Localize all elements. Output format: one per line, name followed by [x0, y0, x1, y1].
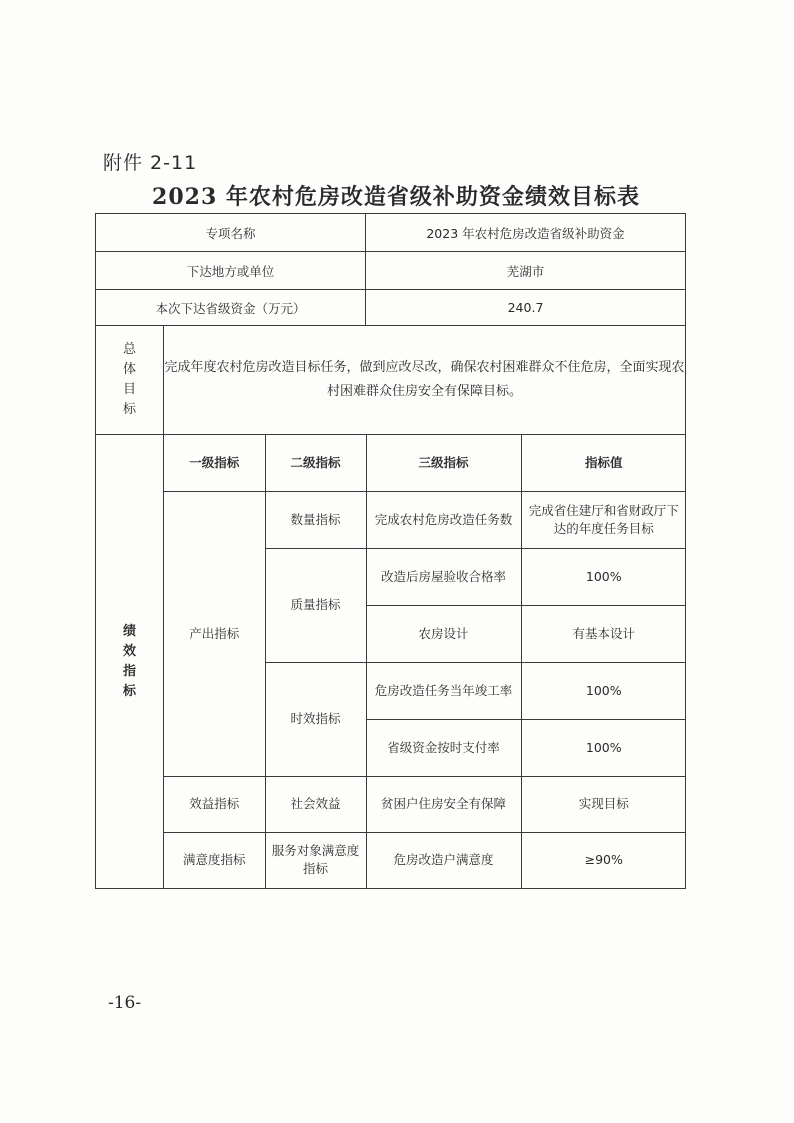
social-item: 贫困户住房安全有保障 — [366, 776, 521, 832]
performance-row — [96, 435, 686, 889]
project-name-label: 专项名称 — [96, 214, 366, 252]
timeliness-indicator-label: 时效指标 — [265, 662, 366, 776]
project-name-value: 2023 年农村危房改造省级补助资金 — [366, 214, 686, 252]
satisfaction-value: ≥90% — [521, 832, 686, 888]
performance-label-char: 标 — [122, 683, 136, 699]
page-title: 2023 年农村危房改造省级补助资金绩效目标表 — [152, 184, 640, 210]
overall-goal-label-char: 标 — [122, 402, 136, 417]
quality-item: 农房设计 — [366, 605, 521, 662]
performance-label-char: 指 — [122, 663, 136, 679]
benefit-indicator-label: 效益指标 — [164, 776, 265, 832]
overall-goal-text: 完成年度农村危房改造目标任务，做到应改尽改，确保农村困难群众不住危房，全面实现农村困难群众住房安全有保障目标。 — [164, 326, 686, 435]
service-satisfaction-label: 服务对象满意度指标 — [265, 832, 366, 888]
performance-label-char: 效 — [122, 643, 136, 659]
timeliness-item: 危房改造任务当年竣工率 — [366, 662, 521, 719]
quality-item: 改造后房屋验收合格率 — [366, 548, 521, 605]
quality-indicator-label: 质量指标 — [265, 548, 366, 662]
performance-label — [96, 435, 164, 889]
header-level2: 二级指标 — [265, 435, 366, 491]
overall-goal-label — [96, 326, 164, 435]
table-row — [164, 491, 686, 548]
funds-row — [96, 290, 686, 326]
funds-value: 240.7 — [366, 290, 686, 326]
table-row — [164, 832, 686, 888]
region-label: 下达地方或单位 — [96, 252, 366, 290]
quantity-value: 完成省住建厅和省财政厅下达的年度任务目标 — [521, 491, 686, 548]
quantity-item: 完成农村危房改造任务数 — [366, 491, 521, 548]
social-benefit-label: 社会效益 — [265, 776, 366, 832]
timeliness-value: 100% — [521, 662, 686, 719]
table-row — [164, 776, 686, 832]
overall-goal-label-char: 目 — [122, 382, 136, 397]
indicator-header-row — [164, 435, 686, 491]
social-value: 实现目标 — [521, 776, 686, 832]
region-value: 芜湖市 — [366, 252, 686, 290]
overall-goal-label-char: 体 — [122, 362, 136, 377]
satisfaction-indicator-label: 满意度指标 — [164, 832, 265, 888]
header-level3: 三级指标 — [366, 435, 521, 491]
quantity-indicator-label: 数量指标 — [265, 491, 366, 548]
project-name-row — [96, 214, 686, 252]
region-row — [96, 252, 686, 290]
quality-value: 有基本设计 — [521, 605, 686, 662]
quality-value: 100% — [521, 548, 686, 605]
performance-target-table — [95, 213, 686, 889]
overall-goal-label-char: 总 — [122, 342, 136, 357]
annex-label: 附件 2-11 — [103, 152, 198, 174]
performance-cell — [164, 435, 686, 889]
overall-goal-row — [96, 326, 686, 435]
indicator-table — [164, 435, 686, 888]
funds-label: 本次下达省级资金（万元） — [96, 290, 366, 326]
satisfaction-item: 危房改造户满意度 — [366, 832, 521, 888]
timeliness-value: 100% — [521, 719, 686, 776]
performance-label-char: 绩 — [122, 623, 136, 639]
timeliness-item: 省级资金按时支付率 — [366, 719, 521, 776]
header-value: 指标值 — [521, 435, 686, 491]
header-level1: 一级指标 — [164, 435, 265, 491]
output-indicator-label: 产出指标 — [164, 491, 265, 776]
page-number: -16- — [108, 993, 142, 1013]
